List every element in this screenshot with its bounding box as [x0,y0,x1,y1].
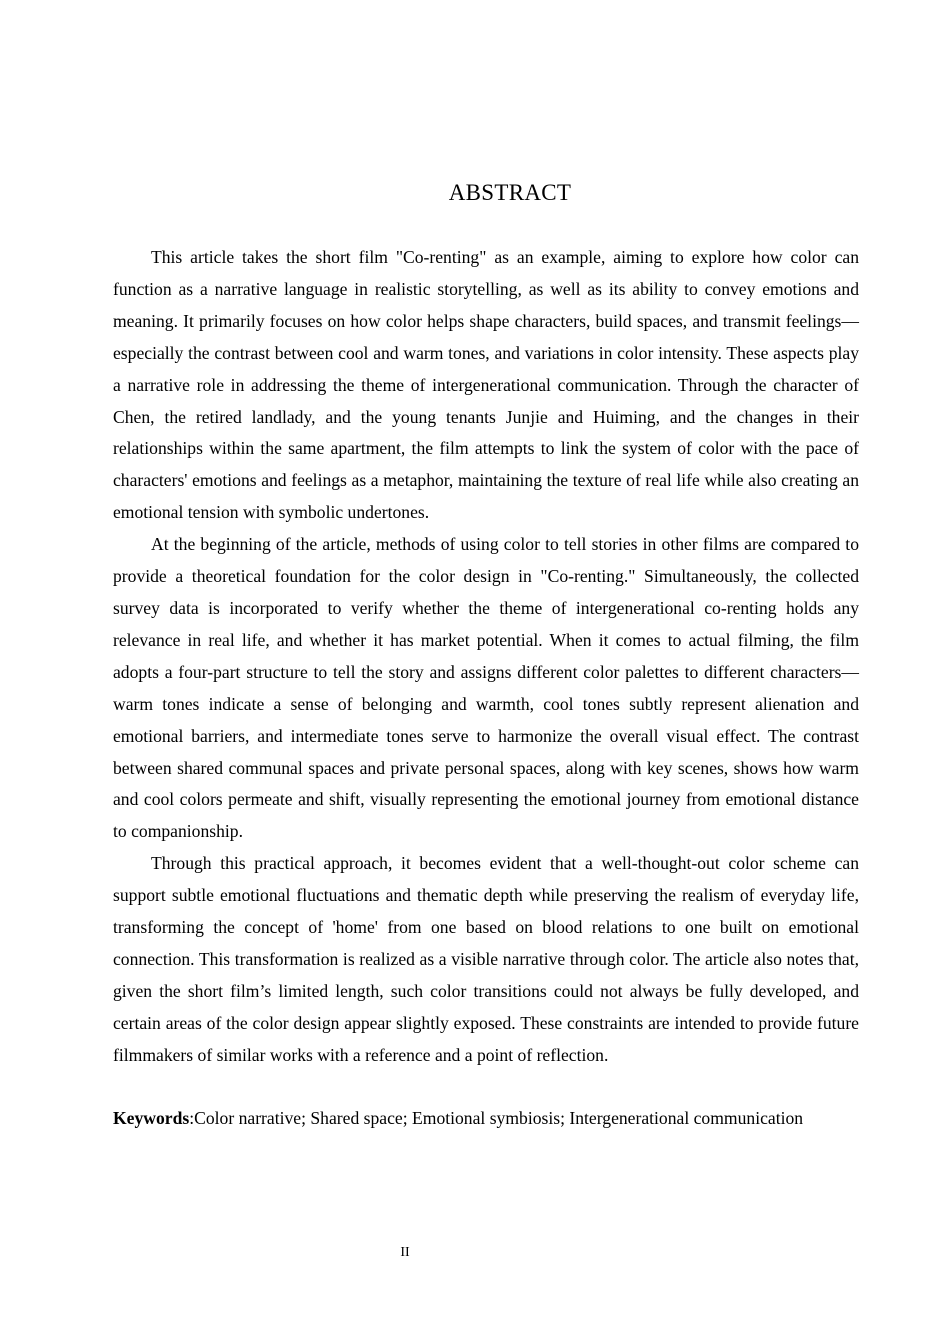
keywords-line [113,1103,859,1135]
page-number: II [400,1245,410,1260]
abstract-paragraph-1: This article takes the short film "Co-renting" as an example, aiming to explore how color can function as a narrative language in realistic storytelling, as well as its ability to convey emotions and meaning. It primarily focuses on how color helps shape characters, build spaces, and transmit feelings—especially the contrast between cool and warm tones, and variations in color intensity. These aspects play a narrative role in addressing the theme of intergenerational communication. Through the character of Chen, the retired landlady, and the young tenants Junjie and Huiming, and the changes in their relationships within the same apartment, the film attempts to link the system of color with the pace of characters' emotions and feelings as a metaphor, maintaining the texture of real life while also creating an emotional tension with symbolic undertones. [113,247,859,523]
keywords-text: :Color narrative; Shared space; Emotional symbiosis; Intergenerational communication [189,1108,804,1128]
abstract-paragraph-3: Through this practical approach, it becomes evident that a well-thought-out color scheme can support subtle emotional fluctuations and thematic depth while preserving the realism of everyday life, transforming the concept of 'home' from one based on blood relations to one built on emotional connection. This transformation is realized as a visible narrative through color. The article also notes that, given the short film’s limited length, such color transitions could not always be fully developed, and certain areas of the color design appear slightly exposed. These constraints are intended to provide future filmmakers of similar works with a reference and a point of reflection. [113,853,859,1065]
abstract-paragraph-2: At the beginning of the article, methods of using color to tell stories in other films are compared to provide a theoretical foundation for the color design in "Co-renting." Simultaneously, the collected survey data is incorporated to verify whether the theme of intergenerational co-renting holds any relevance in real life, and whether it has market potential. When it comes to actual filming, the film adopts a four-part structure to tell the story and assigns different color palettes to different characters—warm tones indicate a sense of belonging and warmth, cool tones subtly represent alienation and emotional barriers, and intermediate tones serve to harmonize the overall visual effect. The contrast between shared communal spaces and private personal spaces, along with key scenes, shows how warm and cool colors permeate and shift, visually representing the emotional journey from emotional distance to companionship. [113,534,859,842]
abstract-title: ABSTRACT [448,180,572,205]
abstract-body [113,242,859,1072]
keywords-label: Keywords [113,1108,190,1128]
